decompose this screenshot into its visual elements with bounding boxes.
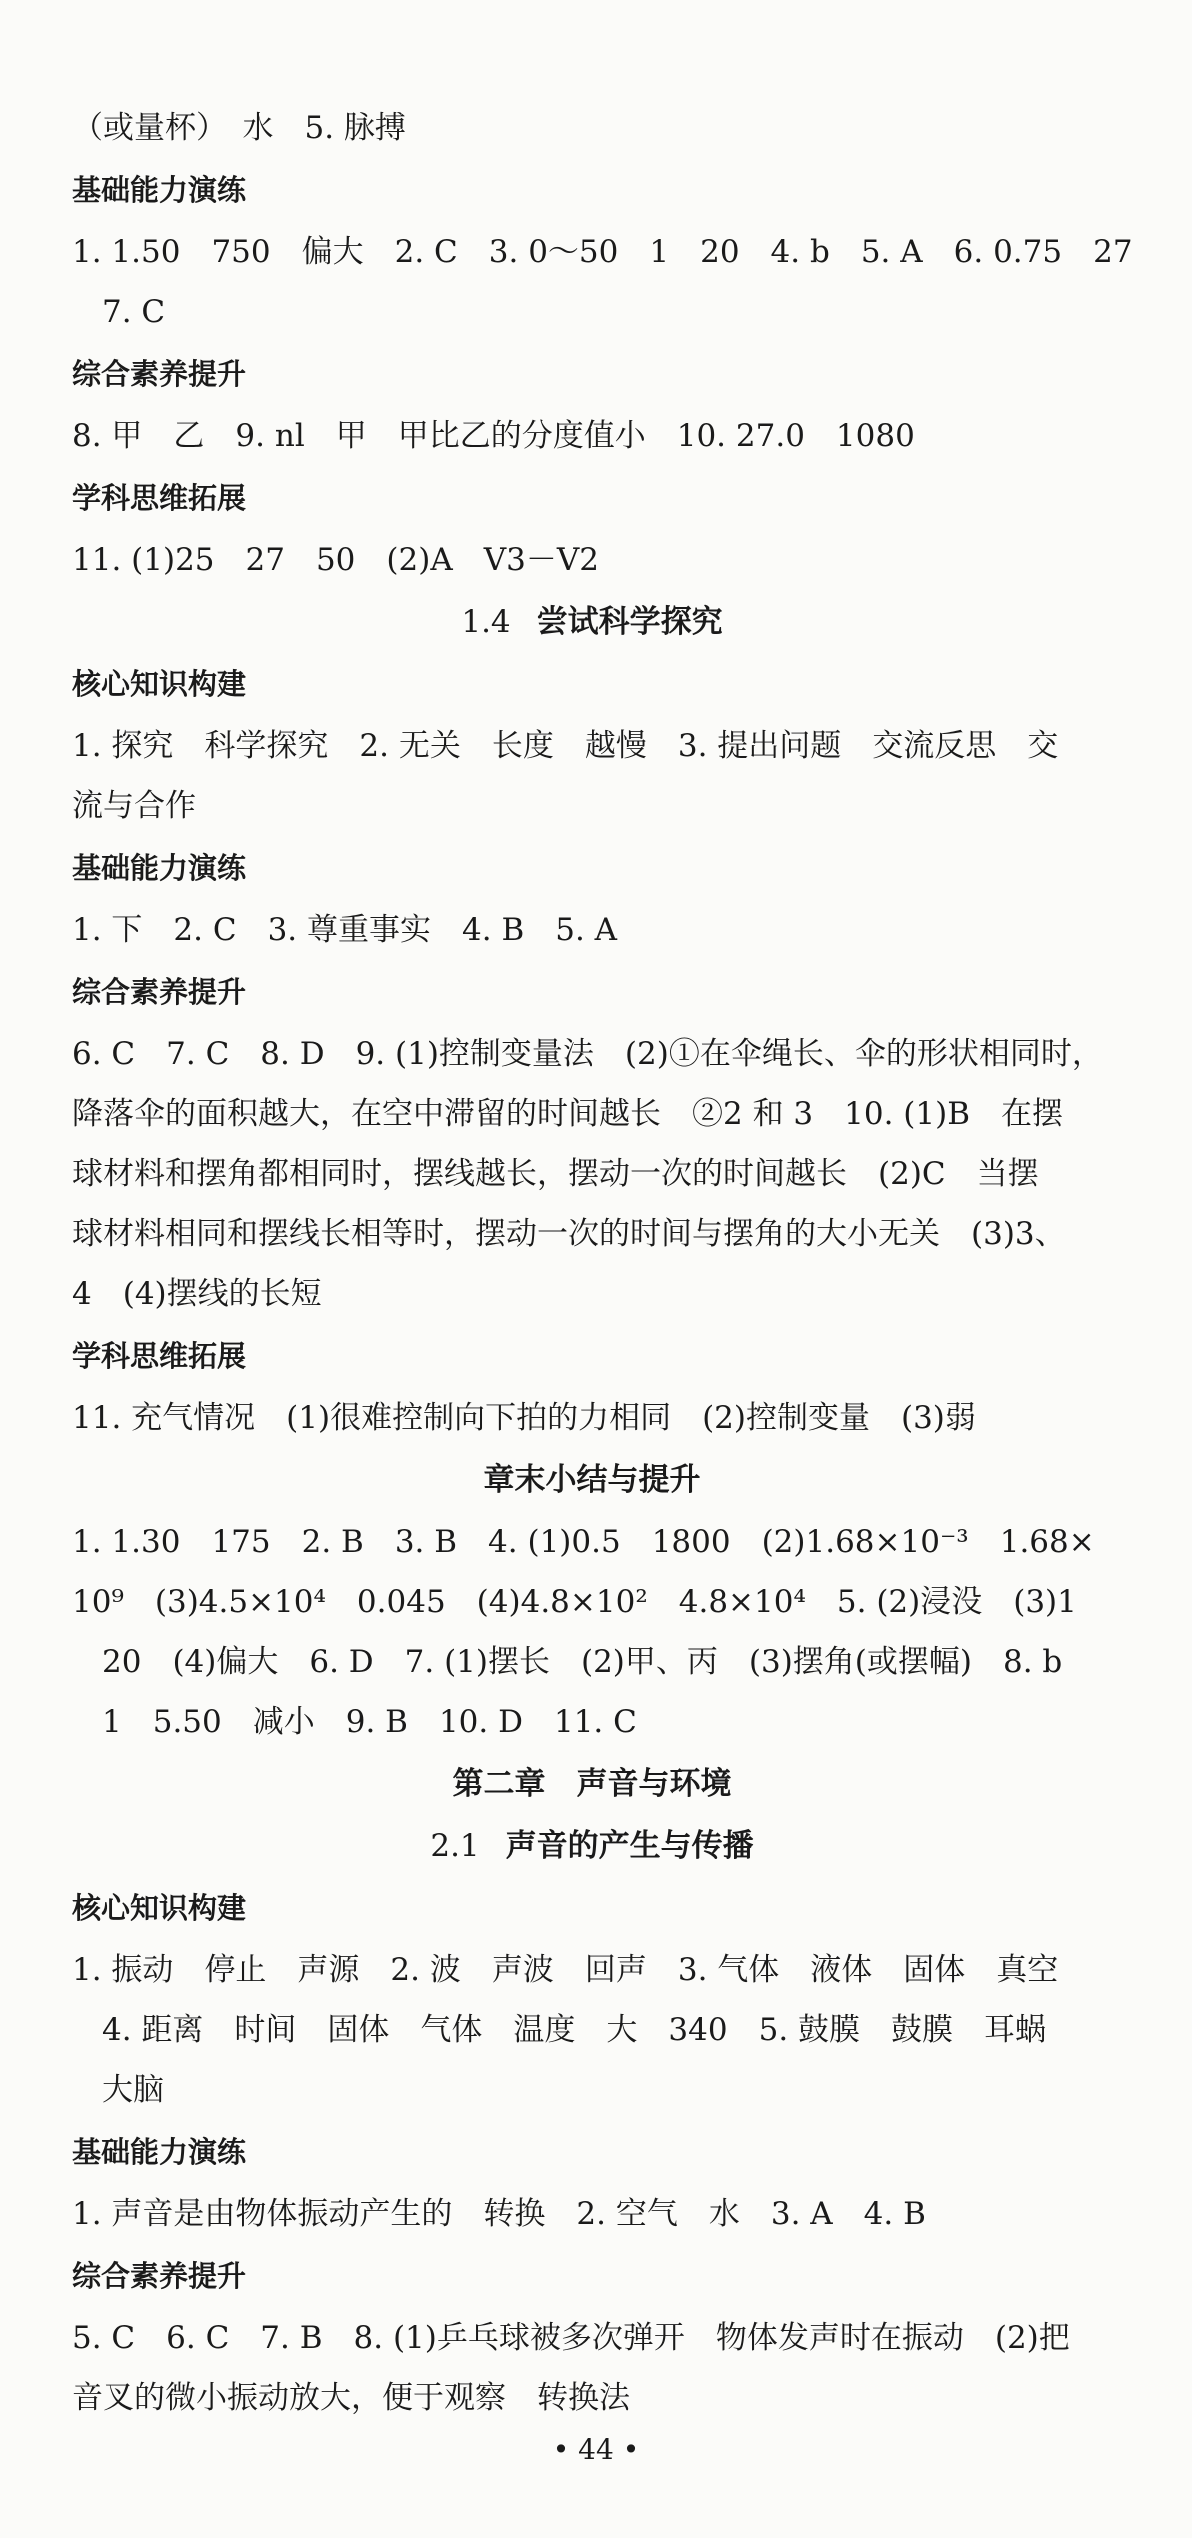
answer-line: （或量杯） 水 5. 脉搏 — [72, 110, 406, 146]
answer-line: 1 5.50 减小 9. B 10. D 11. C — [102, 1704, 637, 1740]
section-heading: 核心知识构建 — [72, 667, 247, 701]
chapter-title — [72, 1764, 1112, 1804]
answer-line: 8. 甲 乙 9. nl 甲 甲比乙的分度值小 10. 27.0 1080 — [72, 418, 915, 454]
section-title-text: 声音的产生与传播 — [505, 1828, 754, 1864]
section-heading: 基础能力演练 — [72, 2135, 247, 2169]
answer-line: 球材料相同和摆线长相等时，摆动一次的时间与摆角的大小无关 (3)3、 — [72, 1216, 1066, 1252]
answer-line: 1. 1.30 175 2. B 3. B 4. (1)0.5 1800 (2)1.68×10⁻³ 1.68× — [72, 1524, 1095, 1560]
section-heading: 综合素养提升 — [72, 2259, 247, 2293]
answer-line: 球材料和摆角都相同时，摆线越长，摆动一次的时间越长 (2)C 当摆 — [72, 1156, 1039, 1192]
section-heading: 学科思维拓展 — [72, 481, 247, 515]
answer-line: 5. C 6. C 7. B 8. (1)乒乓球被多次弹开 物体发声时在振动 (2)把 — [72, 2320, 1070, 2356]
answer-line: 4 (4)摆线的长短 — [72, 1276, 322, 1312]
answer-line: 大脑 — [102, 2072, 164, 2108]
answer-line: 1. 振动 停止 声源 2. 波 声波 回声 3. 气体 液体 固体 真空 — [72, 1952, 1059, 1988]
chapter-title-text: 第二章 声音与环境 — [452, 1766, 732, 1802]
section-title — [72, 602, 1112, 642]
section-heading: 学科思维拓展 — [72, 1339, 247, 1373]
section-heading: 基础能力演练 — [72, 851, 247, 885]
answer-line: 1. 下 2. C 3. 尊重事实 4. B 5. A — [72, 912, 618, 948]
answer-line: 11. 充气情况 (1)很难控制向下拍的力相同 (2)控制变量 (3)弱 — [72, 1400, 976, 1436]
section-number: 1.4 — [461, 604, 511, 640]
answer-line: 7. C — [102, 294, 166, 330]
answer-line: 1. 1.50 750 偏大 2. C 3. 0～50 1 20 4. b 5. A 6. 0.75 27 — [72, 234, 1133, 270]
chapter-summary-title — [72, 1460, 1112, 1500]
summary-title-text: 章末小结与提升 — [483, 1462, 701, 1498]
section-title — [72, 1826, 1112, 1866]
answer-line: 降落伞的面积越大，在空中滞留的时间越长 ②2 和 3 10. (1)B 在摆 — [72, 1096, 1063, 1132]
answer-line: 20 (4)偏大 6. D 7. (1)摆长 (2)甲、丙 (3)摆角(或摆幅) 8. b — [102, 1644, 1063, 1680]
answer-line: 11. (1)25 27 50 (2)A V3－V2 — [72, 542, 599, 578]
section-heading: 综合素养提升 — [72, 357, 247, 391]
section-title-text: 尝试科学探究 — [536, 604, 723, 640]
answer-line: 流与合作 — [72, 788, 196, 824]
answer-line: 10⁹ (3)4.5×10⁴ 0.045 (4)4.8×10² 4.8×10⁴ 5. (2)浸没 (3)1 — [72, 1584, 1077, 1620]
section-heading: 综合素养提升 — [72, 975, 247, 1009]
answer-line: 6. C 7. C 8. D 9. (1)控制变量法 (2)①在伞绳长、伞的形状相同时， — [72, 1036, 1103, 1072]
answer-line: 4. 距离 时间 固体 气体 温度 大 340 5. 鼓膜 鼓膜 耳蜗 — [102, 2012, 1047, 2048]
section-number: 2.1 — [430, 1828, 480, 1864]
answer-line: 1. 探究 科学探究 2. 无关 长度 越慢 3. 提出问题 交流反思 交 — [72, 728, 1059, 764]
answer-line: 音叉的微小振动放大，便于观察 转换法 — [72, 2380, 630, 2416]
page-number: • 44 • — [552, 2433, 640, 2466]
answer-line: 1. 声音是由物体振动产生的 转换 2. 空气 水 3. A 4. B — [72, 2196, 926, 2232]
section-heading: 基础能力演练 — [72, 173, 247, 207]
section-heading: 核心知识构建 — [72, 1891, 247, 1925]
